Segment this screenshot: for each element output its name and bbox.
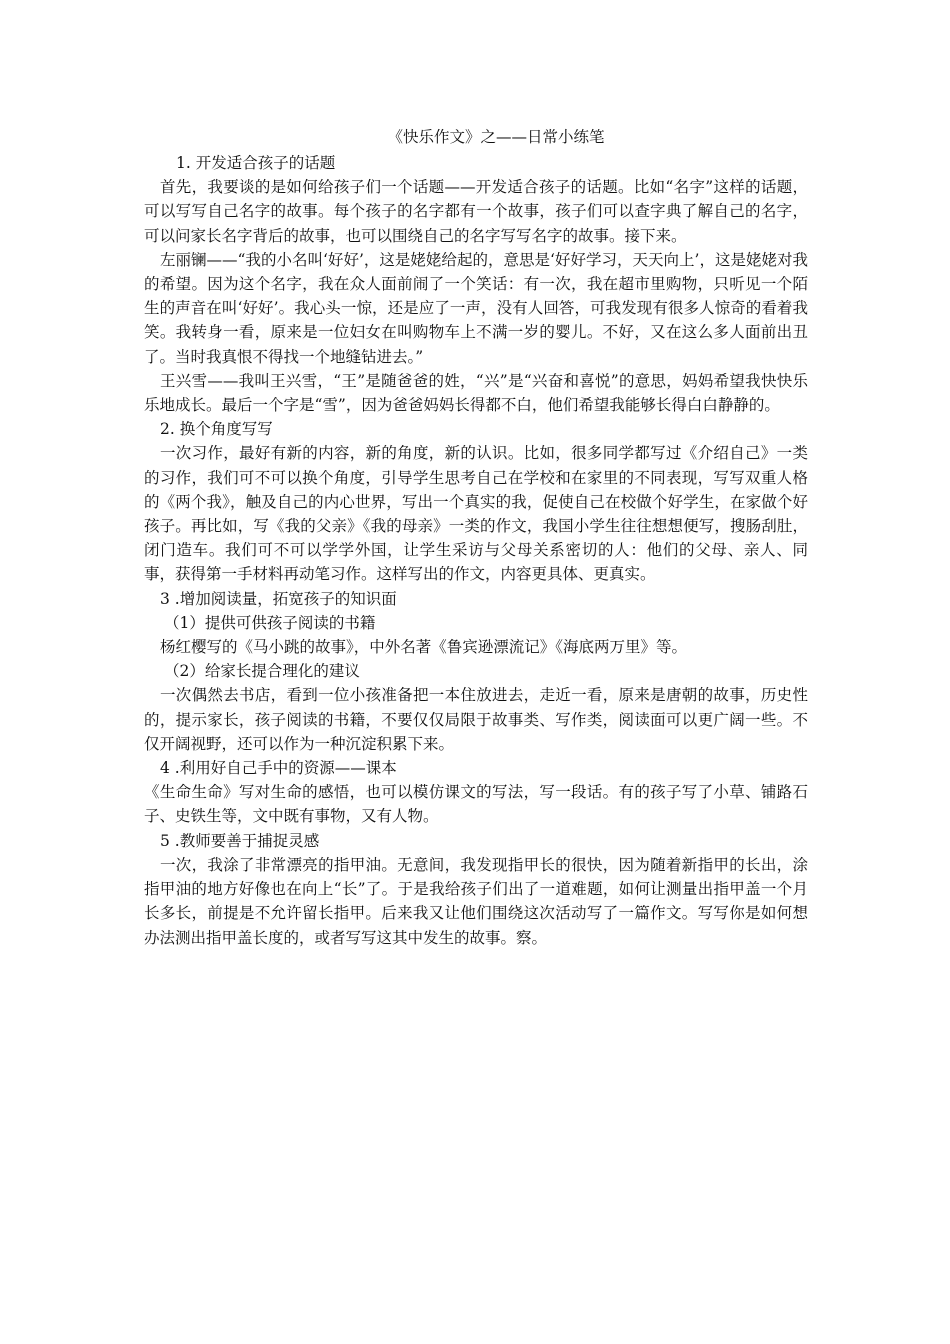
heading-2: 2. 换个角度写写 (160, 420, 273, 439)
document-title: 《快乐作文》之——日常小练笔 (387, 128, 605, 146)
subheading-1: （1）提供可供孩子阅读的书籍 (164, 613, 376, 632)
paragraph-3: 王兴雪——我叫王兴雪，“王”是随爸爸的姓，“兴”是“兴奋和喜悦”的意思，妈妈希望我快快乐乐地成长。最后一个字是“雪”，因为爸爸妈妈长得都不白，他们希望我能够长得白白静静的。 (144, 371, 808, 415)
document-page (144, 124, 808, 950)
heading-4: 4 .利用好自己手中的资源——课本 (160, 759, 397, 778)
paragraph-1: 首先，我要谈的是如何给孩子们一个话题——开发适合孩子的话题。比如“名字”这样的话题，可以写写自己名字的故事。每个孩子的名字都有一个故事，孩子们可以查字典了解自己的名字，可以问家长名字背后的故事，也可以围绕自己的名字写写名字的故事。接下来。 (144, 178, 808, 245)
paragraph-7: 《生命生命》写对生命的感悟，也可以模仿课文的写法，写一段话。有的孩子写了小草、铺路石子、史铁生等，文中既有事物，又有人物。 (144, 783, 808, 826)
heading-1: 1. 开发适合孩子的话题 (176, 154, 336, 172)
heading-5: 5 .教师要善于捕捉灵感 (160, 831, 320, 850)
paragraph-4: 一次习作，最好有新的内容，新的角度，新的认识。比如，很多同学都写过《介绍自己》一类的习作，我们可不可以换个角度，引导学生思考自己在学校和在家里的不同表现，写写双重人格的《两个我》，触及自己的内心世界，写出一个真实的我，促使自己在校做个好学生，在家做个好孩子。再比如，写《我的父亲》《我的母亲》一类的作文，我国小学生往往想想便写，搜肠刮肚，闭门造车。我们可不可以学学外国，让学生采访与父母关系密切的人：他们的父母、亲人、同事，获得第一手材料再动笔习作。这样写出的作文，内容更具体、更真实。 (144, 444, 808, 584)
paragraph-6: 一次偶然去书店，看到一位小孩准备把一本住放进去，走近一看，原来是唐朝的故事，历史性的，提示家长，孩子阅读的书籍，不要仅仅局限于故事类、写作类，阅读面可以更广阔一些。不仅开阔视野，还可以作为一种沉淀积累下来。 (144, 686, 808, 753)
heading-3: 3 .增加阅读量，拓宽孩子的知识面 (160, 589, 397, 608)
paragraph-8: 一次，我涂了非常漂亮的指甲油。无意间，我发现指甲长的很快，因为随着新指甲的长出，涂指甲油的地方好像也在向上“长”了。于是我给孩子们出了一道难题，如何让测量出指甲盖一个月长多长，前提是不允许留长指甲。后来我又让他们围绕这次活动写了一篇作文。写写你是如何想办法测出指甲盖长度的，或者写写这其中发生的故事。察。 (144, 855, 808, 947)
subheading-2: （2）给家长提合理化的建议 (164, 662, 360, 681)
paragraph-2: 左丽镧——“我的小名叫‘好好’，这是姥姥给起的，意思是‘好好学习，天天向上’，这是姥姥对我的希望。因为这个名字，我在众人面前闹了一个笑话：有一次，我在超市里购物，只听见一个陌生的声音在叫‘好好’。我心头一惊，还是应了一声，没有人回答，可我发现有很多人惊奇的看着我笑。我转身一看，原来是一位妇女在叫购物车上不满一岁的婴儿。不好，又在这么多人面前出丑了。当时我真恨不得找一个地缝钻进去。” (144, 250, 808, 366)
paragraph-5: 杨红樱写的《马小跳的故事》，中外名著《鲁宾逊漂流记》《海底两万里》等。 (160, 638, 688, 657)
